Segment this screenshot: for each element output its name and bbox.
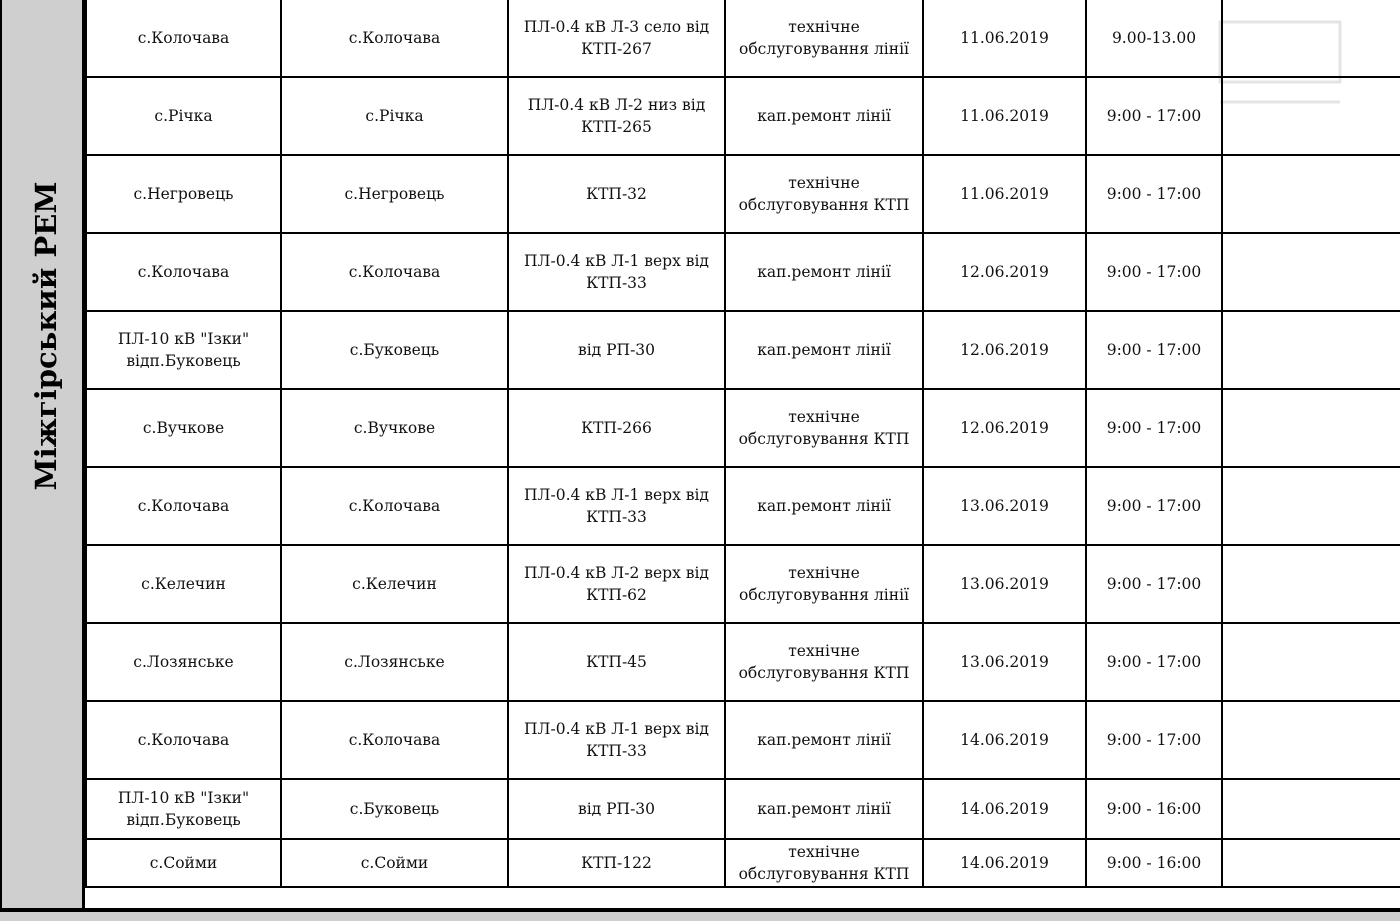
- bottom-band: [0, 908, 1400, 921]
- object-cell: с.Річка: [86, 77, 281, 155]
- table-row: [86, 311, 1400, 389]
- object-cell: с.Вучкове: [86, 389, 281, 467]
- note-cell: [1222, 779, 1400, 839]
- date-cell: 14.06.2019: [923, 839, 1086, 887]
- time-cell: 9:00 - 17:00: [1086, 77, 1222, 155]
- object-cell: с.Колочава: [86, 0, 281, 77]
- date-cell: 14.06.2019: [923, 779, 1086, 839]
- work-type-cell: технічне обслуговування лінії: [725, 545, 923, 623]
- table-row: [86, 701, 1400, 779]
- note-cell: [1222, 233, 1400, 311]
- note-cell: [1222, 155, 1400, 233]
- work-type-cell: технічне обслуговування КТП: [725, 839, 923, 887]
- equipment-cell: від РП-30: [508, 779, 725, 839]
- table-row: [86, 623, 1400, 701]
- locality-cell: с.Буковець: [281, 779, 508, 839]
- equipment-cell: ПЛ-0.4 кВ Л-2 верх від КТП-62: [508, 545, 725, 623]
- object-cell: с.Колочава: [86, 701, 281, 779]
- note-cell: [1222, 623, 1400, 701]
- table-row: [86, 545, 1400, 623]
- outage-schedule-table: [85, 0, 1400, 888]
- note-cell: [1222, 389, 1400, 467]
- object-cell: ПЛ-10 кВ "Ізки" відп.Буковець: [86, 311, 281, 389]
- date-cell: 13.06.2019: [923, 545, 1086, 623]
- table-row: [86, 0, 1400, 77]
- work-type-cell: технічне обслуговування КТП: [725, 155, 923, 233]
- locality-cell: с.Сойми: [281, 839, 508, 887]
- locality-cell: с.Колочава: [281, 701, 508, 779]
- work-type-cell: кап.ремонт лінії: [725, 467, 923, 545]
- object-cell: с.Сойми: [86, 839, 281, 887]
- date-cell: 12.06.2019: [923, 389, 1086, 467]
- work-type-cell: кап.ремонт лінії: [725, 701, 923, 779]
- work-type-cell: технічне обслуговування КТП: [725, 389, 923, 467]
- work-type-cell: технічне обслуговування КТП: [725, 623, 923, 701]
- date-cell: 11.06.2019: [923, 0, 1086, 77]
- table-row: [86, 839, 1400, 887]
- table-row: [86, 389, 1400, 467]
- locality-cell: с.Річка: [281, 77, 508, 155]
- object-cell: с.Негровець: [86, 155, 281, 233]
- date-cell: 11.06.2019: [923, 155, 1086, 233]
- date-cell: 13.06.2019: [923, 623, 1086, 701]
- note-cell: [1222, 467, 1400, 545]
- object-cell: с.Келечин: [86, 545, 281, 623]
- equipment-cell: КТП-266: [508, 389, 725, 467]
- time-cell: 9:00 - 17:00: [1086, 467, 1222, 545]
- locality-cell: с.Негровець: [281, 155, 508, 233]
- time-cell: 9:00 - 17:00: [1086, 545, 1222, 623]
- equipment-cell: КТП-32: [508, 155, 725, 233]
- time-cell: 9:00 - 17:00: [1086, 233, 1222, 311]
- equipment-cell: ПЛ-0.4 кВ Л-2 низ від КТП-265: [508, 77, 725, 155]
- locality-cell: с.Вучкове: [281, 389, 508, 467]
- locality-cell: с.Буковець: [281, 311, 508, 389]
- object-cell: с.Колочава: [86, 467, 281, 545]
- date-cell: 12.06.2019: [923, 311, 1086, 389]
- note-cell: [1222, 77, 1400, 155]
- work-type-cell: технічне обслуговування лінії: [725, 0, 923, 77]
- time-cell: 9:00 - 17:00: [1086, 155, 1222, 233]
- equipment-cell: від РП-30: [508, 311, 725, 389]
- table-row: [86, 77, 1400, 155]
- object-cell: ПЛ-10 кВ "Ізки" відп.Буковець: [86, 779, 281, 839]
- note-cell: [1222, 545, 1400, 623]
- locality-cell: с.Келечин: [281, 545, 508, 623]
- time-cell: 9.00-13.00: [1086, 0, 1222, 77]
- table-row: [86, 779, 1400, 839]
- equipment-cell: ПЛ-0.4 кВ Л-3 село від КТП-267: [508, 0, 725, 77]
- date-cell: 14.06.2019: [923, 701, 1086, 779]
- table-row: [86, 467, 1400, 545]
- work-type-cell: кап.ремонт лінії: [725, 779, 923, 839]
- note-cell: [1222, 839, 1400, 887]
- locality-cell: с.Колочава: [281, 467, 508, 545]
- time-cell: 9:00 - 17:00: [1086, 623, 1222, 701]
- note-cell: [1222, 0, 1400, 77]
- time-cell: 9:00 - 17:00: [1086, 389, 1222, 467]
- object-cell: с.Колочава: [86, 233, 281, 311]
- work-type-cell: кап.ремонт лінії: [725, 233, 923, 311]
- locality-cell: с.Лозянське: [281, 623, 508, 701]
- equipment-cell: ПЛ-0.4 кВ Л-1 верх від КТП-33: [508, 701, 725, 779]
- rem-side-column: [0, 0, 85, 908]
- equipment-cell: ПЛ-0.4 кВ Л-1 верх від КТП-33: [508, 233, 725, 311]
- work-type-cell: кап.ремонт лінії: [725, 311, 923, 389]
- locality-cell: с.Колочава: [281, 0, 508, 77]
- equipment-cell: ПЛ-0.4 кВ Л-1 верх від КТП-33: [508, 467, 725, 545]
- date-cell: 13.06.2019: [923, 467, 1086, 545]
- work-type-cell: кап.ремонт лінії: [725, 77, 923, 155]
- equipment-cell: КТП-45: [508, 623, 725, 701]
- table-row: [86, 233, 1400, 311]
- date-cell: 12.06.2019: [923, 233, 1086, 311]
- note-cell: [1222, 311, 1400, 389]
- equipment-cell: КТП-122: [508, 839, 725, 887]
- locality-cell: с.Колочава: [281, 233, 508, 311]
- date-cell: 11.06.2019: [923, 77, 1086, 155]
- time-cell: 9:00 - 16:00: [1086, 779, 1222, 839]
- table-row: [86, 155, 1400, 233]
- time-cell: 9:00 - 17:00: [1086, 701, 1222, 779]
- time-cell: 9:00 - 16:00: [1086, 839, 1222, 887]
- rem-name-label: Міжгірський РЕМ: [29, 181, 63, 491]
- object-cell: с.Лозянське: [86, 623, 281, 701]
- note-cell: [1222, 701, 1400, 779]
- time-cell: 9:00 - 17:00: [1086, 311, 1222, 389]
